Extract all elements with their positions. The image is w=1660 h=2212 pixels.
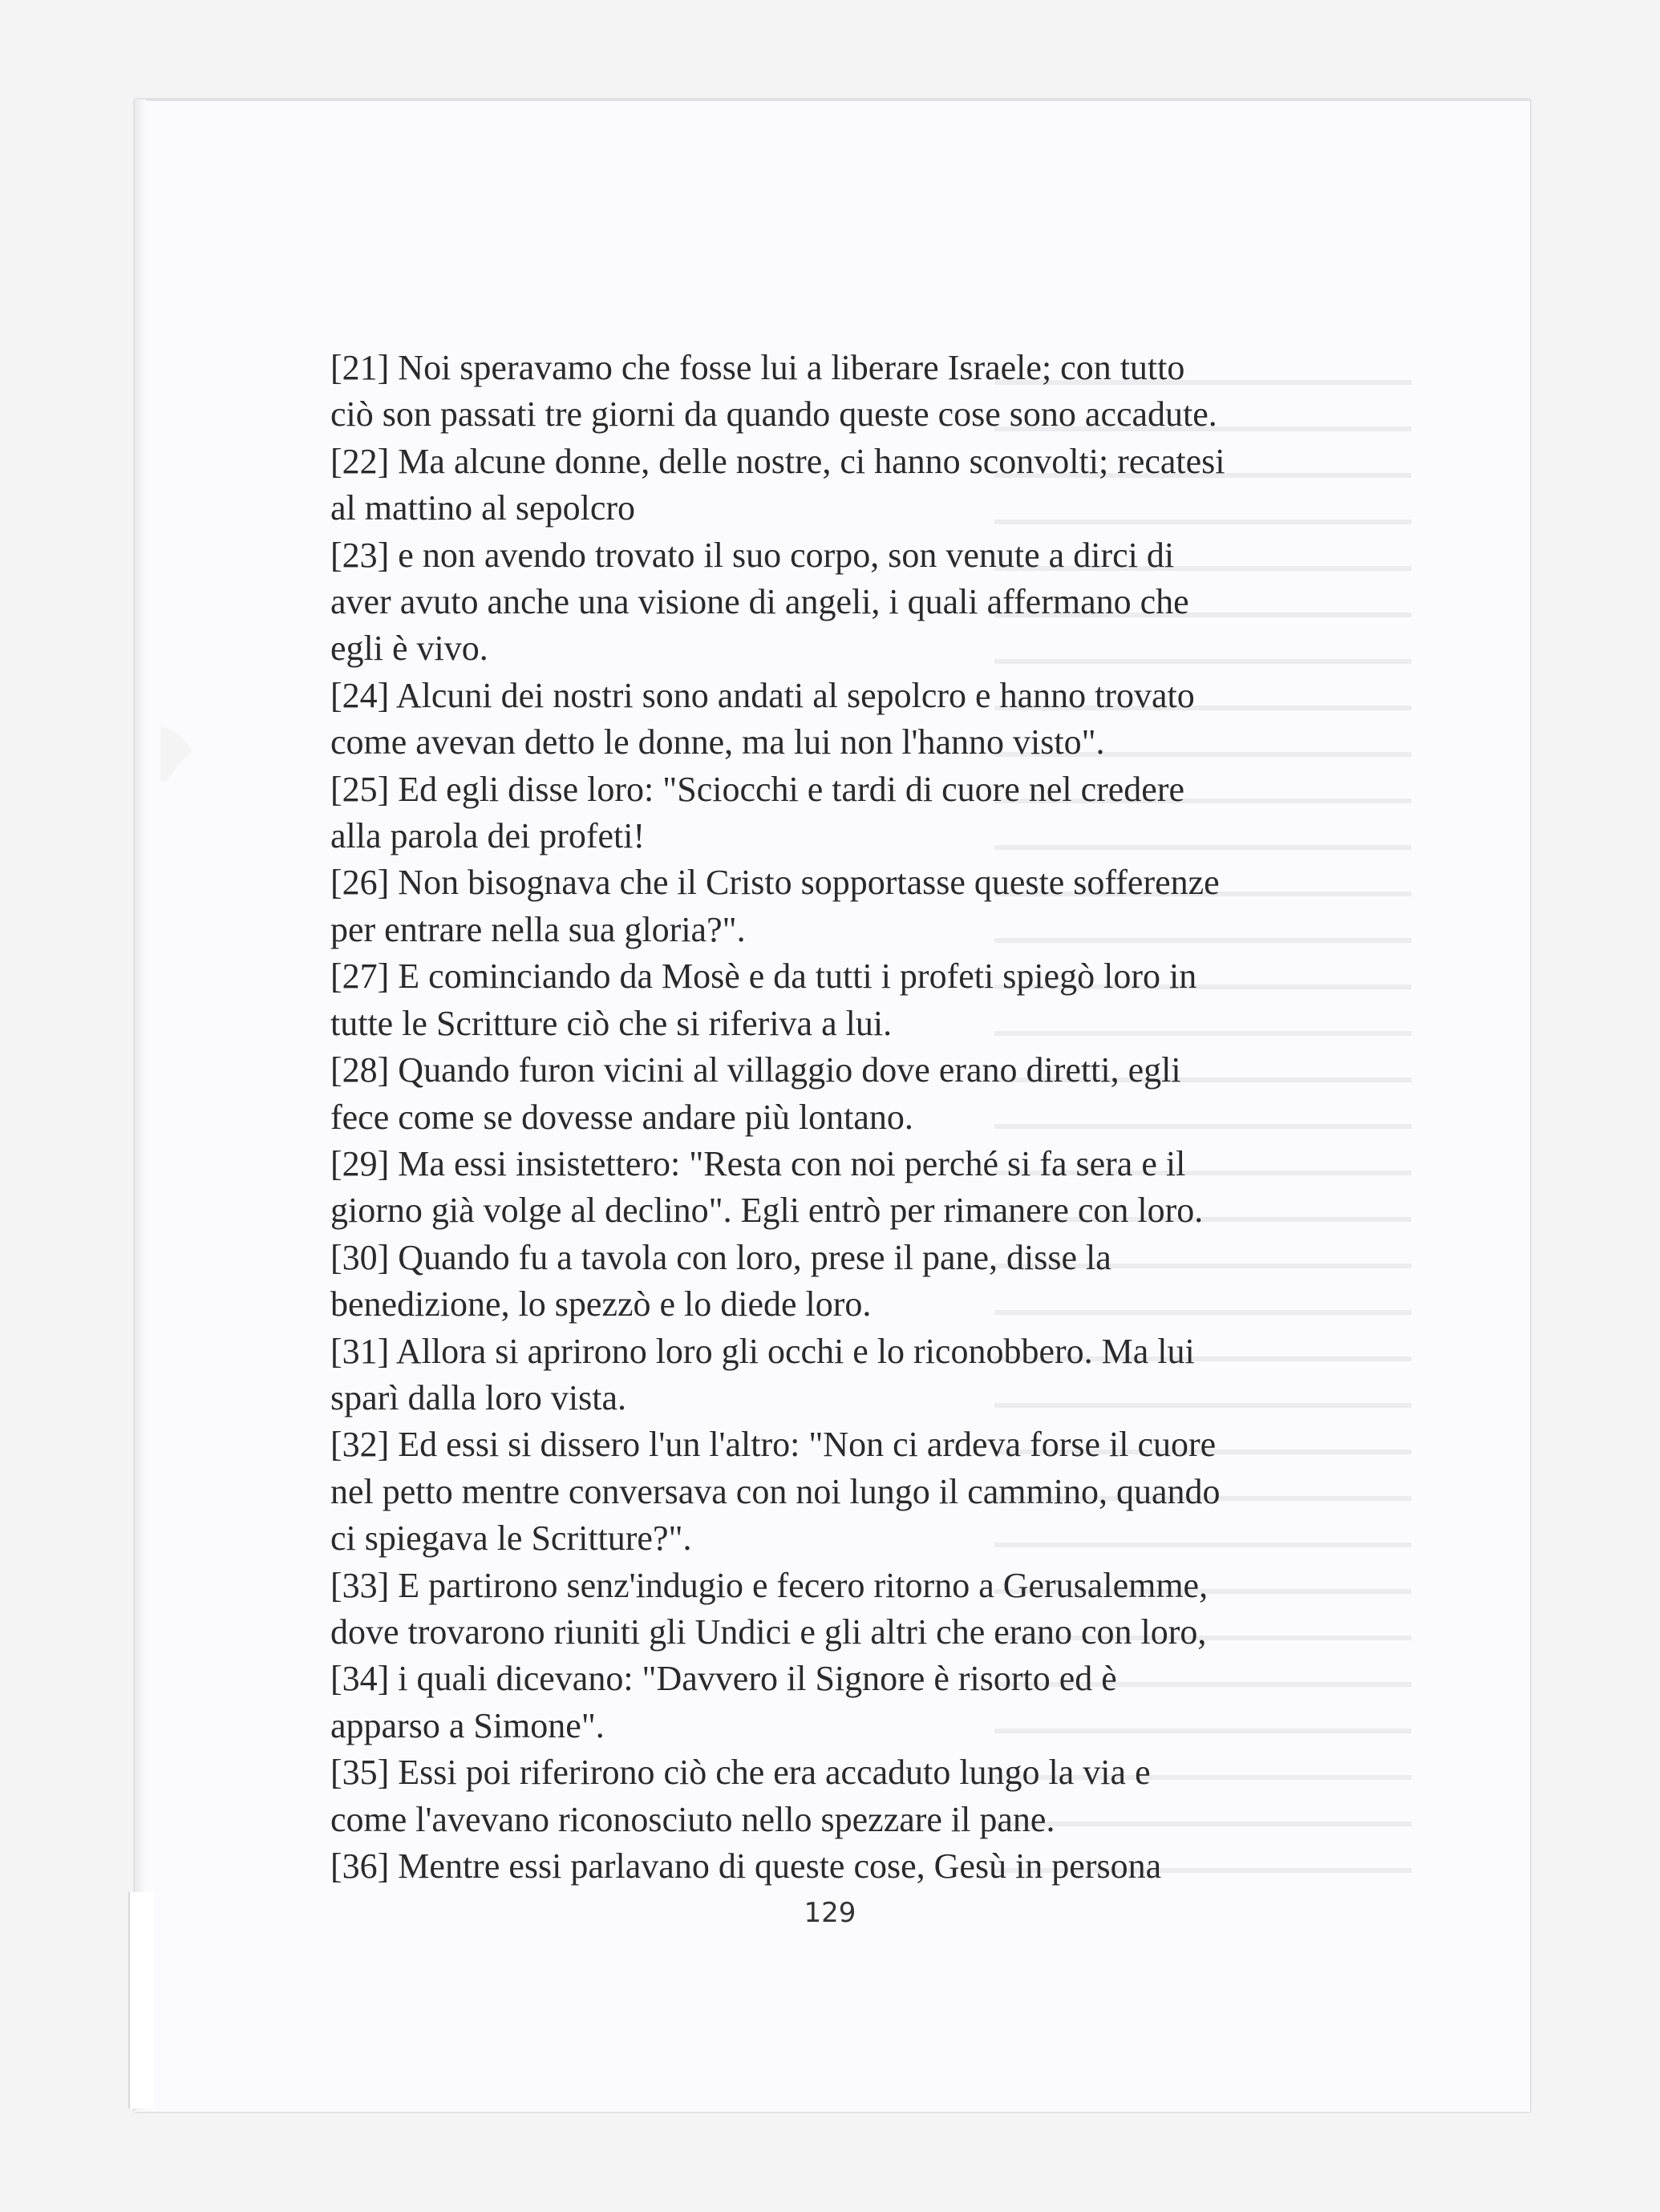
text-line: nel petto mentre conversava con noi lungo il cammino, quando	[330, 1471, 1221, 1511]
text-line: come avevan detto le donne, ma lui non l'hanno visto".	[330, 722, 1105, 762]
text-line: ciò son passati tre giorni da quando queste cose sono accadute.	[330, 394, 1217, 435]
text-line: [32] Ed essi si dissero l'un l'altro: "Non ci ardeva forse il cuore	[330, 1425, 1217, 1465]
text-line: benedizione, lo spezzò e lo diede loro.	[330, 1284, 872, 1324]
text-line: ci spiegava le Scritture?".	[330, 1518, 692, 1559]
text-line: [23] e non avendo trovato il suo corpo, son venute a dirci di	[330, 535, 1175, 575]
text-line: giorno già volge al declino". Egli entrò per rimanere con loro.	[330, 1191, 1204, 1231]
text-line: [34] i quali dicevano: "Davvero il Signore è risorto ed è	[330, 1659, 1117, 1699]
page-number: 129	[804, 1897, 856, 1929]
text-line: [26] Non bisognava che il Cristo sopportasse queste sofferenze	[330, 863, 1220, 903]
text-line: [28] Quando furon vicini al villaggio dove erano diretti, egli	[330, 1050, 1181, 1090]
text-line: [30] Quando fu a tavola con loro, prese il pane, disse la	[330, 1237, 1111, 1277]
text-line: [31] Allora si aprirono loro gli occhi e lo riconobbero. Ma lui	[330, 1331, 1195, 1371]
text-line: [33] E partirono senz'indugio e fecero ritorno a Gerusalemme,	[330, 1565, 1209, 1605]
text-line: sparì dalla loro vista.	[330, 1377, 627, 1417]
text-line: tutte le Scritture ciò che si riferiva a lui.	[330, 1003, 893, 1043]
text-line: dove trovarono riuniti gli Undici e gli altri che erano con loro,	[330, 1611, 1207, 1652]
text-line: [21] Noi speravamo che fosse lui a liberare Israele; con tutto	[330, 348, 1185, 387]
text-line: alla parola dei profeti!	[330, 816, 646, 856]
text-line: per entrare nella sua gloria?".	[330, 909, 746, 949]
text-line: egli è vivo.	[330, 629, 488, 669]
text-line: [22] Ma alcune donne, delle nostre, ci hanno sconvolti; recatesi	[330, 441, 1225, 481]
text-line: apparso a Simone".	[330, 1705, 605, 1745]
body-text	[330, 345, 1373, 1890]
text-line: [36] Mentre essi parlavano di queste cose, Gesù in persona	[330, 1846, 1162, 1886]
text-line: [24] Alcuni dei nostri sono andati al sepolcro e hanno trovato	[330, 675, 1195, 715]
text-line: come l'avevano riconosciuto nello spezzare il pane.	[330, 1799, 1055, 1839]
text-line: [35] Essi poi riferirono ciò che era accaduto lungo la via e	[330, 1753, 1151, 1793]
text-line: [29] Ma essi insistettero: "Resta con noi perché si fa sera e il	[330, 1143, 1186, 1183]
text-line: fece come se dovesse andare più lontano.	[330, 1097, 913, 1137]
text-line: [25] Ed egli disse loro: "Sciocchi e tardi di cuore nel credere	[330, 769, 1185, 809]
text-line: aver avuto anche una visione di angeli, i quali affermano che	[330, 582, 1189, 622]
torn-page-edge	[135, 99, 146, 2110]
text-line: al mattino al sepolcro	[330, 488, 635, 528]
text-line: [27] E cominciando da Mosè e da tutti i profeti spiegò loro in	[330, 956, 1197, 997]
